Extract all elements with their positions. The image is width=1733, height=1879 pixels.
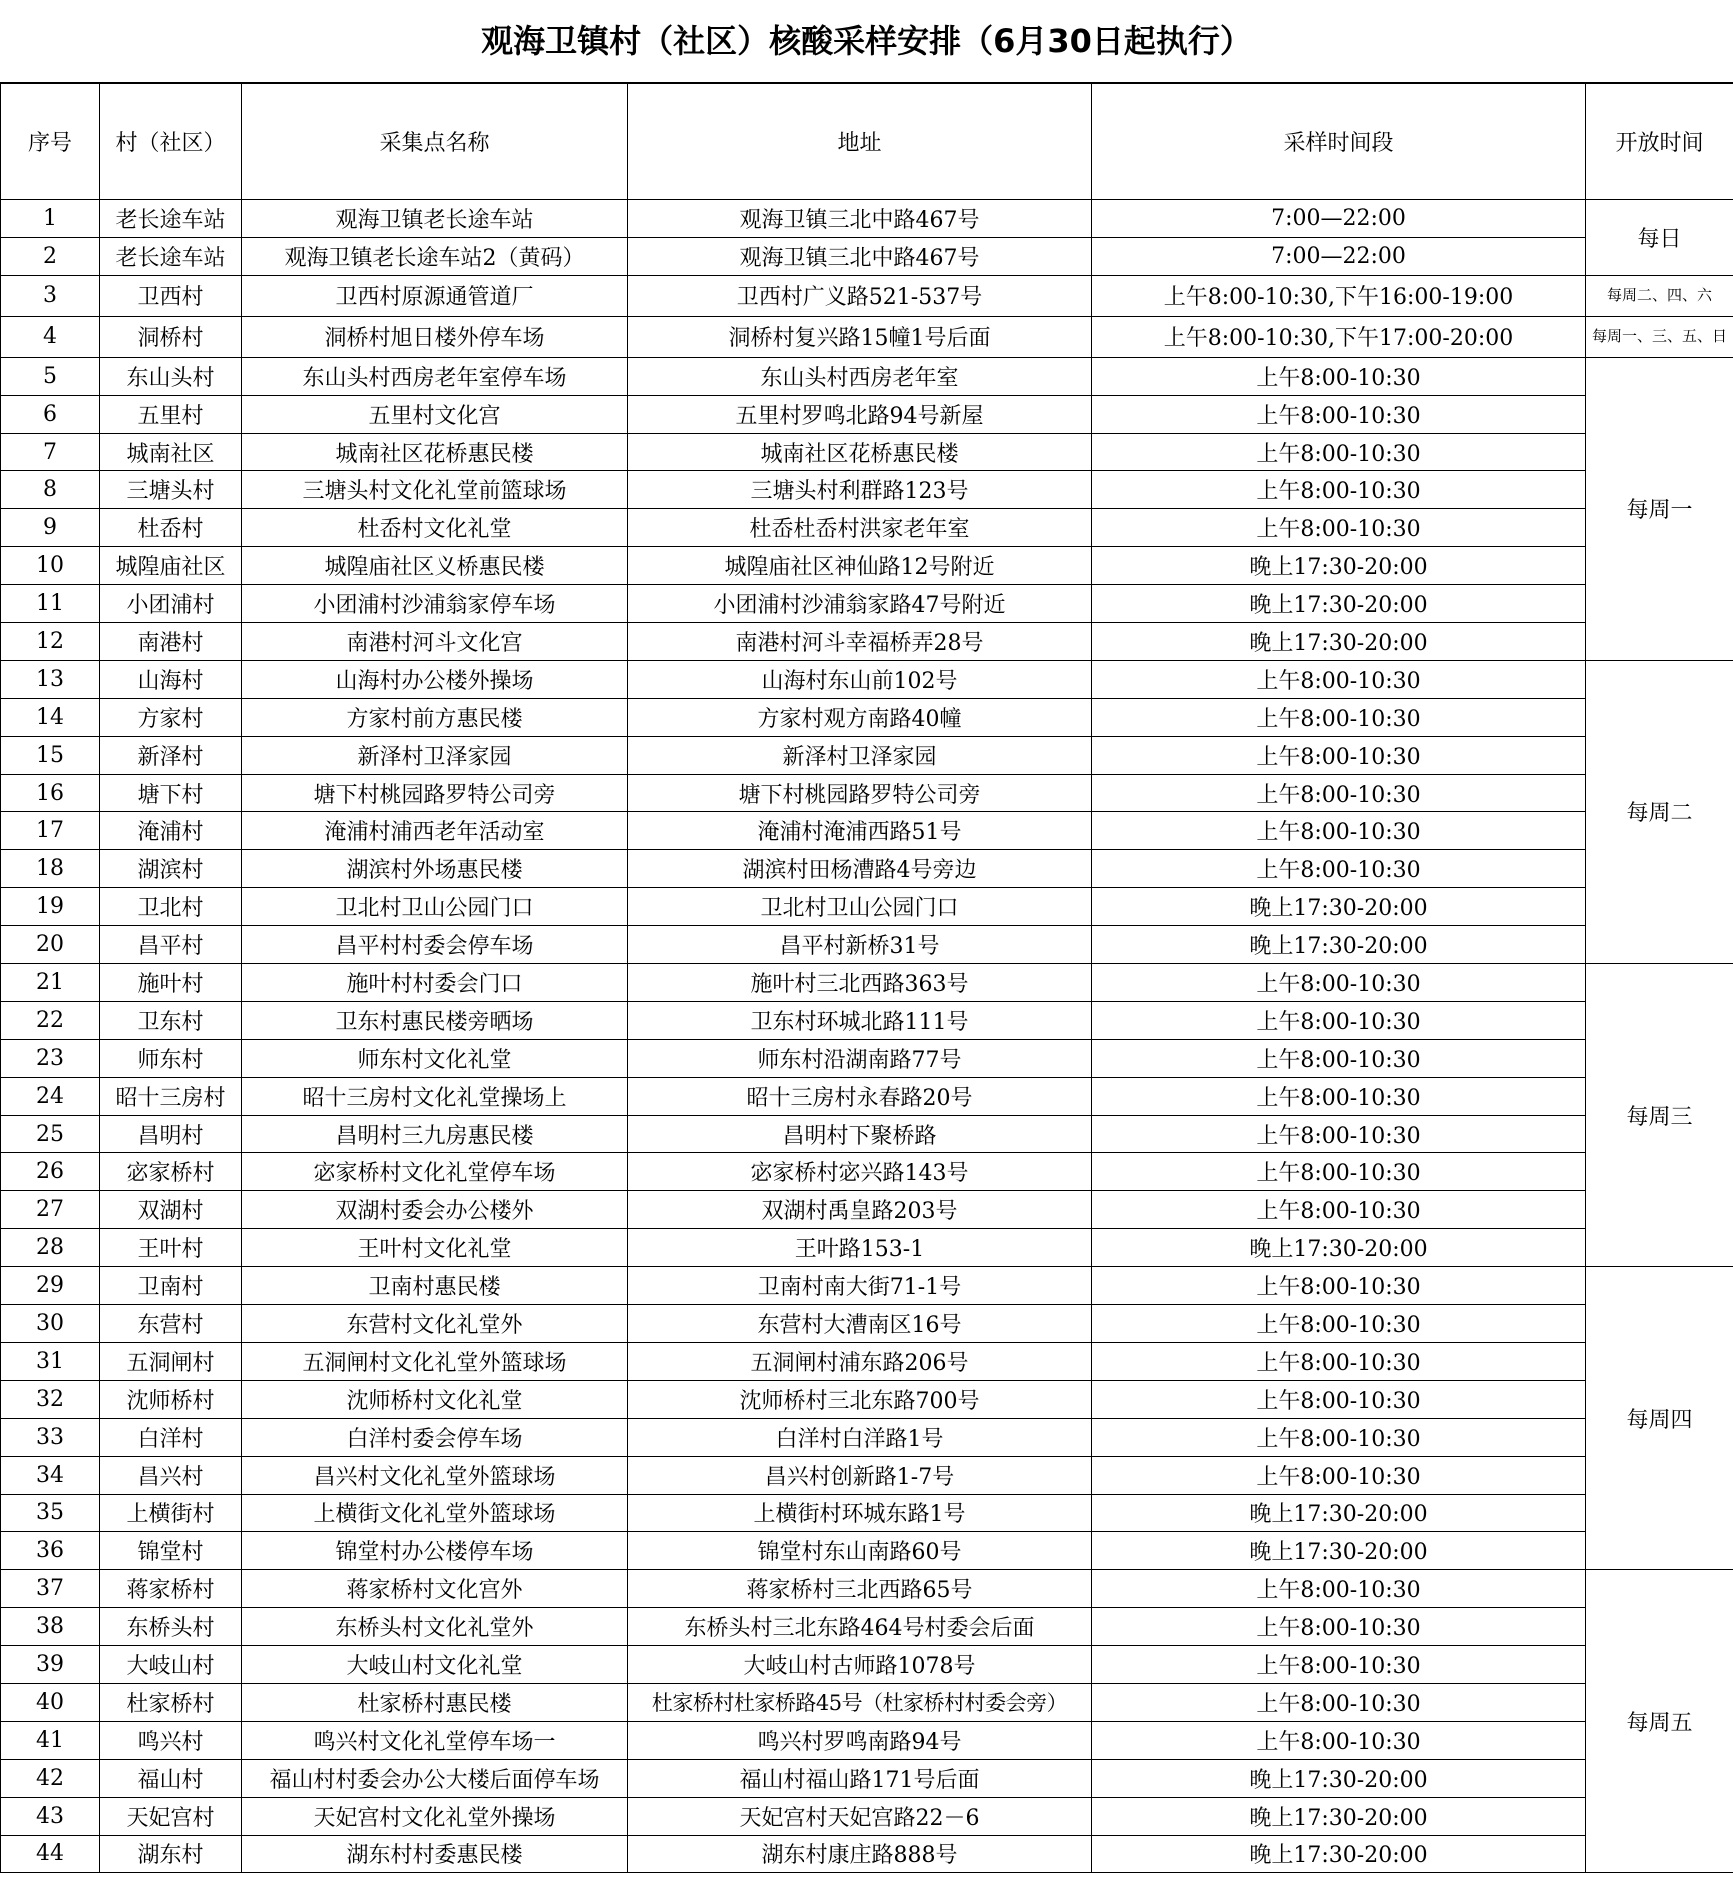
cell-village: 东营村 [100, 1305, 242, 1343]
cell-site-name: 城隍庙社区义桥惠民楼 [242, 547, 628, 585]
cell-sampling-time: 晚上17:30-20:00 [1092, 1797, 1586, 1835]
cell-village: 三塘头村 [100, 471, 242, 509]
cell-sampling-time: 晚上17:30-20:00 [1092, 888, 1586, 926]
cell-index: 35 [1, 1494, 100, 1532]
cell-site-name: 师东村文化礼堂 [242, 1039, 628, 1077]
cell-address: 施叶村三北西路363号 [628, 964, 1092, 1002]
cell-village: 塘下村 [100, 774, 242, 812]
table-row [1, 1380, 1733, 1418]
cell-village: 鸣兴村 [100, 1721, 242, 1759]
cell-village: 王叶村 [100, 1229, 242, 1267]
cell-index: 8 [1, 471, 100, 509]
cell-index: 34 [1, 1456, 100, 1494]
cell-sampling-time: 上午8:00-10:30 [1092, 1646, 1586, 1684]
cell-address: 昌兴村创新路1-7号 [628, 1456, 1092, 1494]
cell-index: 30 [1, 1305, 100, 1343]
table-row [1, 547, 1733, 585]
cell-index: 20 [1, 926, 100, 964]
cell-site-name: 上横街文化礼堂外篮球场 [242, 1494, 628, 1532]
cell-index: 15 [1, 736, 100, 774]
cell-site-name: 东桥头村文化礼堂外 [242, 1608, 628, 1646]
table-row [1, 1077, 1733, 1115]
cell-address: 五里村罗鸣北路94号新屋 [628, 395, 1092, 433]
cell-address: 王叶路153-1 [628, 1229, 1092, 1267]
cell-address: 天妃宫村天妃宫路22－6 [628, 1797, 1092, 1835]
cell-open-days: 每周一、三、五、日 [1586, 316, 1733, 357]
cell-village: 双湖村 [100, 1191, 242, 1229]
cell-index: 3 [1, 275, 100, 316]
cell-site-name: 沈师桥村文化礼堂 [242, 1380, 628, 1418]
cell-sampling-time: 上午8:00-10:30 [1092, 1456, 1586, 1494]
cell-sampling-time: 晚上17:30-20:00 [1092, 1532, 1586, 1570]
cell-address: 东营村大漕南区16号 [628, 1305, 1092, 1343]
cell-site-name: 五里村文化宫 [242, 395, 628, 433]
cell-address: 卫西村广义路521-537号 [628, 275, 1092, 316]
cell-site-name: 新泽村卫泽家园 [242, 736, 628, 774]
cell-address: 小团浦村沙浦翁家路47号附近 [628, 585, 1092, 623]
cell-sampling-time: 上午8:00-10:30 [1092, 850, 1586, 888]
cell-open-days: 每日 [1586, 200, 1733, 276]
cell-index: 11 [1, 585, 100, 623]
cell-village: 五里村 [100, 395, 242, 433]
cell-address: 城隍庙社区神仙路12号附近 [628, 547, 1092, 585]
cell-open-days: 每周三 [1586, 964, 1733, 1267]
cell-village: 杜家桥村 [100, 1683, 242, 1721]
cell-index: 24 [1, 1077, 100, 1115]
cell-address: 双湖村禹皇路203号 [628, 1191, 1092, 1229]
table-row [1, 357, 1733, 395]
cell-village: 上横街村 [100, 1494, 242, 1532]
cell-index: 40 [1, 1683, 100, 1721]
cell-index: 39 [1, 1646, 100, 1684]
cell-sampling-time: 上午8:00-10:30 [1092, 1683, 1586, 1721]
cell-village: 卫北村 [100, 888, 242, 926]
cell-index: 29 [1, 1267, 100, 1305]
cell-index: 14 [1, 698, 100, 736]
cell-site-name: 昌平村村委会停车场 [242, 926, 628, 964]
cell-village: 东桥头村 [100, 1608, 242, 1646]
header-address: 地址 [628, 84, 1092, 200]
table-row [1, 509, 1733, 547]
cell-address: 洞桥村复兴路15幢1号后面 [628, 316, 1092, 357]
cell-sampling-time: 上午8:00-10:30 [1092, 1191, 1586, 1229]
cell-open-days: 每周四 [1586, 1267, 1733, 1570]
cell-address: 南港村河斗幸福桥弄28号 [628, 623, 1092, 661]
cell-site-name: 观海卫镇老长途车站 [242, 200, 628, 238]
table-row [1, 1305, 1733, 1343]
cell-village: 淹浦村 [100, 812, 242, 850]
cell-sampling-time: 上午8:00-10:30 [1092, 1570, 1586, 1608]
cell-site-name: 杜家桥村惠民楼 [242, 1683, 628, 1721]
cell-sampling-time: 上午8:00-10:30 [1092, 433, 1586, 471]
cell-village: 天妃宫村 [100, 1797, 242, 1835]
cell-village: 湖东村 [100, 1835, 242, 1873]
header-row [1, 84, 1733, 200]
cell-index: 2 [1, 237, 100, 275]
cell-address: 湖滨村田杨漕路4号旁边 [628, 850, 1092, 888]
cell-site-name: 淹浦村浦西老年活动室 [242, 812, 628, 850]
cell-sampling-time: 上午8:00-10:30 [1092, 1721, 1586, 1759]
table-row [1, 1608, 1733, 1646]
cell-sampling-time: 上午8:00-10:30 [1092, 736, 1586, 774]
header-index: 序号 [1, 84, 100, 200]
table-row [1, 1683, 1733, 1721]
cell-index: 13 [1, 660, 100, 698]
cell-sampling-time: 上午8:00-10:30 [1092, 660, 1586, 698]
cell-village: 五洞闸村 [100, 1342, 242, 1380]
cell-sampling-time: 晚上17:30-20:00 [1092, 585, 1586, 623]
cell-sampling-time: 晚上17:30-20:00 [1092, 547, 1586, 585]
cell-site-name: 宓家桥村文化礼堂停车场 [242, 1153, 628, 1191]
cell-index: 4 [1, 316, 100, 357]
table-body [1, 200, 1733, 1873]
table-row [1, 395, 1733, 433]
cell-site-name: 双湖村委会办公楼外 [242, 1191, 628, 1229]
cell-village: 老长途车站 [100, 200, 242, 238]
cell-village: 昌兴村 [100, 1456, 242, 1494]
cell-sampling-time: 7:00—22:00 [1092, 237, 1586, 275]
cell-sampling-time: 晚上17:30-20:00 [1092, 1759, 1586, 1797]
cell-address: 山海村东山前102号 [628, 660, 1092, 698]
cell-village: 方家村 [100, 698, 242, 736]
cell-sampling-time: 上午8:00-10:30,下午16:00-19:00 [1092, 275, 1586, 316]
cell-index: 43 [1, 1797, 100, 1835]
cell-open-days: 每周一 [1586, 357, 1733, 660]
cell-sampling-time: 上午8:00-10:30 [1092, 1115, 1586, 1153]
cell-index: 18 [1, 850, 100, 888]
table-row [1, 1721, 1733, 1759]
cell-address: 观海卫镇三北中路467号 [628, 237, 1092, 275]
cell-site-name: 鸣兴村文化礼堂停车场一 [242, 1721, 628, 1759]
cell-index: 21 [1, 964, 100, 1002]
cell-village: 山海村 [100, 660, 242, 698]
cell-sampling-time: 上午8:00-10:30 [1092, 698, 1586, 736]
cell-index: 12 [1, 623, 100, 661]
table-row [1, 888, 1733, 926]
cell-open-days: 每周二 [1586, 660, 1733, 963]
cell-sampling-time: 晚上17:30-20:00 [1092, 1229, 1586, 1267]
table-row [1, 1153, 1733, 1191]
cell-sampling-time: 上午8:00-10:30 [1092, 812, 1586, 850]
cell-site-name: 王叶村文化礼堂 [242, 1229, 628, 1267]
cell-index: 25 [1, 1115, 100, 1153]
cell-site-name: 施叶村村委会门口 [242, 964, 628, 1002]
cell-index: 42 [1, 1759, 100, 1797]
page-title: 观海卫镇村（社区）核酸采样安排（6月30日起执行） [0, 0, 1733, 83]
table-row [1, 1418, 1733, 1456]
cell-address: 白洋村白洋路1号 [628, 1418, 1092, 1456]
cell-village: 老长途车站 [100, 237, 242, 275]
cell-sampling-time: 上午8:00-10:30 [1092, 509, 1586, 547]
cell-address: 上横街村环城东路1号 [628, 1494, 1092, 1532]
cell-village: 施叶村 [100, 964, 242, 1002]
cell-site-name: 观海卫镇老长途车站2（黄码） [242, 237, 628, 275]
table-row [1, 200, 1733, 238]
cell-site-name: 塘下村桃园路罗特公司旁 [242, 774, 628, 812]
cell-site-name: 卫南村惠民楼 [242, 1267, 628, 1305]
cell-address: 福山村福山路171号后面 [628, 1759, 1092, 1797]
cell-village: 沈师桥村 [100, 1380, 242, 1418]
cell-village: 卫南村 [100, 1267, 242, 1305]
header-site-name: 采集点名称 [242, 84, 628, 200]
cell-address: 沈师桥村三北东路700号 [628, 1380, 1092, 1418]
table-row [1, 1191, 1733, 1229]
cell-index: 17 [1, 812, 100, 850]
cell-index: 22 [1, 1001, 100, 1039]
cell-sampling-time: 上午8:00-10:30 [1092, 1039, 1586, 1077]
cell-index: 28 [1, 1229, 100, 1267]
cell-index: 27 [1, 1191, 100, 1229]
cell-site-name: 天妃宫村文化礼堂外操场 [242, 1797, 628, 1835]
cell-village: 师东村 [100, 1039, 242, 1077]
cell-sampling-time: 7:00—22:00 [1092, 200, 1586, 238]
cell-index: 26 [1, 1153, 100, 1191]
table-row [1, 812, 1733, 850]
cell-sampling-time: 晚上17:30-20:00 [1092, 623, 1586, 661]
cell-index: 1 [1, 200, 100, 238]
cell-site-name: 昌兴村文化礼堂外篮球场 [242, 1456, 628, 1494]
cell-sampling-time: 上午8:00-10:30 [1092, 1380, 1586, 1418]
cell-address: 城南社区花桥惠民楼 [628, 433, 1092, 471]
cell-index: 37 [1, 1570, 100, 1608]
cell-site-name: 蒋家桥村文化宫外 [242, 1570, 628, 1608]
cell-site-name: 三塘头村文化礼堂前篮球场 [242, 471, 628, 509]
cell-site-name: 洞桥村旭日楼外停车场 [242, 316, 628, 357]
cell-site-name: 卫北村卫山公园门口 [242, 888, 628, 926]
cell-address: 卫南村南大街71-1号 [628, 1267, 1092, 1305]
table-row [1, 850, 1733, 888]
cell-village: 宓家桥村 [100, 1153, 242, 1191]
cell-address: 昭十三房村永春路20号 [628, 1077, 1092, 1115]
cell-village: 城南社区 [100, 433, 242, 471]
table-row [1, 237, 1733, 275]
table-row [1, 585, 1733, 623]
cell-sampling-time: 上午8:00-10:30 [1092, 1342, 1586, 1380]
cell-index: 23 [1, 1039, 100, 1077]
cell-village: 南港村 [100, 623, 242, 661]
cell-village: 昭十三房村 [100, 1077, 242, 1115]
table-row [1, 623, 1733, 661]
cell-sampling-time: 晚上17:30-20:00 [1092, 926, 1586, 964]
cell-address: 三塘头村利群路123号 [628, 471, 1092, 509]
cell-address: 昌平村新桥31号 [628, 926, 1092, 964]
table-row [1, 774, 1733, 812]
cell-site-name: 白洋村委会停车场 [242, 1418, 628, 1456]
table-row [1, 1229, 1733, 1267]
table-row [1, 1835, 1733, 1873]
cell-address: 大岐山村古师路1078号 [628, 1646, 1092, 1684]
table-row [1, 1494, 1733, 1532]
cell-address: 杜岙杜岙村洪家老年室 [628, 509, 1092, 547]
cell-address: 昌明村下聚桥路 [628, 1115, 1092, 1153]
cell-index: 10 [1, 547, 100, 585]
cell-index: 41 [1, 1721, 100, 1759]
cell-sampling-time: 上午8:00-10:30 [1092, 471, 1586, 509]
table-row [1, 1267, 1733, 1305]
cell-sampling-time: 上午8:00-10:30 [1092, 1077, 1586, 1115]
cell-index: 16 [1, 774, 100, 812]
cell-site-name: 大岐山村文化礼堂 [242, 1646, 628, 1684]
cell-index: 36 [1, 1532, 100, 1570]
cell-index: 19 [1, 888, 100, 926]
cell-sampling-time: 上午8:00-10:30,下午17:00-20:00 [1092, 316, 1586, 357]
cell-site-name: 城南社区花桥惠民楼 [242, 433, 628, 471]
table-row [1, 926, 1733, 964]
header-sampling-time: 采样时间段 [1092, 84, 1586, 200]
cell-village: 卫西村 [100, 275, 242, 316]
cell-address: 观海卫镇三北中路467号 [628, 200, 1092, 238]
cell-site-name: 昭十三房村文化礼堂操场上 [242, 1077, 628, 1115]
cell-sampling-time: 上午8:00-10:30 [1092, 357, 1586, 395]
cell-village: 蒋家桥村 [100, 1570, 242, 1608]
header-open-days: 开放时间 [1586, 84, 1733, 200]
cell-address: 东桥头村三北东路464号村委会后面 [628, 1608, 1092, 1646]
cell-address: 卫北村卫山公园门口 [628, 888, 1092, 926]
cell-site-name: 小团浦村沙浦翁家停车场 [242, 585, 628, 623]
cell-site-name: 山海村办公楼外操场 [242, 660, 628, 698]
cell-address: 锦堂村东山南路60号 [628, 1532, 1092, 1570]
cell-site-name: 卫东村惠民楼旁晒场 [242, 1001, 628, 1039]
cell-sampling-time: 上午8:00-10:30 [1092, 1001, 1586, 1039]
table-row [1, 964, 1733, 1002]
cell-address: 宓家桥村宓兴路143号 [628, 1153, 1092, 1191]
cell-sampling-time: 上午8:00-10:30 [1092, 1608, 1586, 1646]
cell-village: 福山村 [100, 1759, 242, 1797]
table-row [1, 1342, 1733, 1380]
header-village: 村（社区） [100, 84, 242, 200]
cell-site-name: 五洞闸村文化礼堂外篮球场 [242, 1342, 628, 1380]
table-row [1, 660, 1733, 698]
cell-index: 5 [1, 357, 100, 395]
cell-sampling-time: 晚上17:30-20:00 [1092, 1835, 1586, 1873]
cell-village: 新泽村 [100, 736, 242, 774]
cell-village: 昌明村 [100, 1115, 242, 1153]
cell-address: 卫东村环城北路111号 [628, 1001, 1092, 1039]
cell-village: 洞桥村 [100, 316, 242, 357]
cell-index: 38 [1, 1608, 100, 1646]
cell-village: 东山头村 [100, 357, 242, 395]
cell-sampling-time: 晚上17:30-20:00 [1092, 1494, 1586, 1532]
cell-village: 白洋村 [100, 1418, 242, 1456]
cell-site-name: 南港村河斗文化宫 [242, 623, 628, 661]
cell-address: 师东村沿湖南路77号 [628, 1039, 1092, 1077]
cell-village: 锦堂村 [100, 1532, 242, 1570]
cell-sampling-time: 上午8:00-10:30 [1092, 1418, 1586, 1456]
cell-sampling-time: 上午8:00-10:30 [1092, 964, 1586, 1002]
table-row [1, 1646, 1733, 1684]
cell-site-name: 湖滨村外场惠民楼 [242, 850, 628, 888]
cell-address: 方家村观方南路40幢 [628, 698, 1092, 736]
cell-site-name: 杜岙村文化礼堂 [242, 509, 628, 547]
table-row [1, 471, 1733, 509]
cell-index: 33 [1, 1418, 100, 1456]
table-row [1, 275, 1733, 316]
table-row [1, 316, 1733, 357]
table-row [1, 1115, 1733, 1153]
cell-village: 卫东村 [100, 1001, 242, 1039]
cell-site-name: 卫西村原源通管道厂 [242, 275, 628, 316]
cell-village: 昌平村 [100, 926, 242, 964]
cell-site-name: 锦堂村办公楼停车场 [242, 1532, 628, 1570]
table-row [1, 1456, 1733, 1494]
cell-address: 湖东村康庄路888号 [628, 1835, 1092, 1873]
table-row [1, 736, 1733, 774]
cell-address: 东山头村西房老年室 [628, 357, 1092, 395]
cell-village: 城隍庙社区 [100, 547, 242, 585]
cell-address: 新泽村卫泽家园 [628, 736, 1092, 774]
cell-sampling-time: 上午8:00-10:30 [1092, 1153, 1586, 1191]
cell-sampling-time: 上午8:00-10:30 [1092, 1305, 1586, 1343]
cell-site-name: 昌明村三九房惠民楼 [242, 1115, 628, 1153]
cell-address: 淹浦村淹浦西路51号 [628, 812, 1092, 850]
cell-village: 杜岙村 [100, 509, 242, 547]
cell-address: 塘下村桃园路罗特公司旁 [628, 774, 1092, 812]
cell-site-name: 方家村前方惠民楼 [242, 698, 628, 736]
cell-sampling-time: 上午8:00-10:30 [1092, 774, 1586, 812]
cell-sampling-time: 上午8:00-10:30 [1092, 395, 1586, 433]
cell-village: 大岐山村 [100, 1646, 242, 1684]
cell-site-name: 东山头村西房老年室停车场 [242, 357, 628, 395]
table-row [1, 698, 1733, 736]
table-row [1, 1039, 1733, 1077]
cell-index: 7 [1, 433, 100, 471]
cell-address: 蒋家桥村三北西路65号 [628, 1570, 1092, 1608]
table-row [1, 1532, 1733, 1570]
table-row [1, 1797, 1733, 1835]
cell-open-days: 每周五 [1586, 1570, 1733, 1873]
cell-address: 五洞闸村浦东路206号 [628, 1342, 1092, 1380]
cell-site-name: 东营村文化礼堂外 [242, 1305, 628, 1343]
cell-index: 32 [1, 1380, 100, 1418]
table-row [1, 433, 1733, 471]
cell-index: 31 [1, 1342, 100, 1380]
cell-index: 9 [1, 509, 100, 547]
cell-index: 44 [1, 1835, 100, 1873]
cell-village: 小团浦村 [100, 585, 242, 623]
sampling-schedule-table [0, 83, 1733, 1873]
cell-open-days: 每周二、四、六 [1586, 275, 1733, 316]
cell-address: 鸣兴村罗鸣南路94号 [628, 1721, 1092, 1759]
table-row [1, 1759, 1733, 1797]
cell-site-name: 湖东村村委惠民楼 [242, 1835, 628, 1873]
table-row [1, 1570, 1733, 1608]
cell-index: 6 [1, 395, 100, 433]
cell-village: 湖滨村 [100, 850, 242, 888]
cell-sampling-time: 上午8:00-10:30 [1092, 1267, 1586, 1305]
cell-site-name: 福山村村委会办公大楼后面停车场 [242, 1759, 628, 1797]
cell-address: 杜家桥村杜家桥路45号（杜家桥村村委会旁） [628, 1683, 1092, 1721]
table-row [1, 1001, 1733, 1039]
